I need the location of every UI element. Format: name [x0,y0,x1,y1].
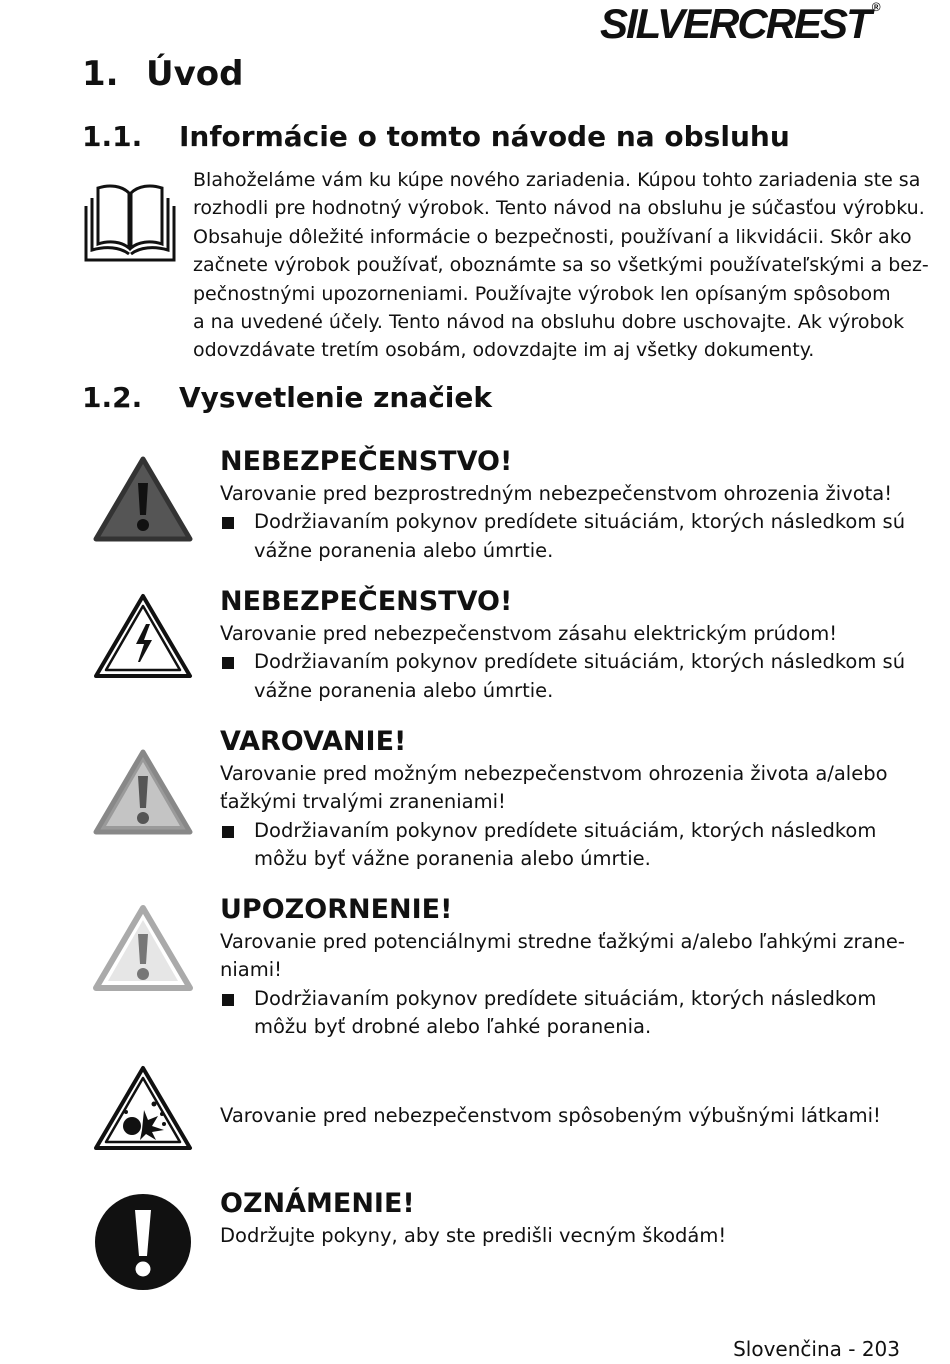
section-number: 1.1. [82,120,143,153]
sign-heading: UPOZORNENIE! [220,894,453,925]
text-line: a na uvedené účely. Tento návod na obsluhu dobre uschovajte. Ak výrobok [193,311,905,334]
intro-paragraph [193,166,929,365]
bullet-text: Dodržiavaním pokynov predídete situáciám, ktorých následkom [254,818,877,842]
bullet-text: Dodržiavaním pokynov predídete situáciám, ktorých následkom sú [254,650,906,674]
bullet-item [220,648,910,705]
text-line: odovzdávate tretím osobám, odovzdajte im aj všetky dokumenty. [193,339,815,362]
electric-shock-triangle-icon [92,592,194,680]
section-heading-1-2 [82,381,492,414]
section-number: 1.2. [82,381,143,414]
bullet-square-icon [222,826,234,838]
section-title: Informácie o tomto návode na obsluhu [179,120,790,153]
sign-description: Varovanie pred potenciálnymi stredne ťažkými a/alebo ľahkými zrane- [220,930,905,953]
sign-description: Varovanie pred možným nebezpečenstvom ohrozenia života a/alebo [220,762,888,785]
text-line: začnete výrobok používať, oboznámte sa so všetkými používateľskými a bez- [193,254,929,277]
text-line: Blahoželáme vám ku kúpe nového zariadenia. Kúpou tohto zariadenia ste sa [193,169,921,191]
manual-book-icon [84,184,176,264]
chapter-heading [82,54,243,94]
bullet-item [220,985,910,1042]
sign-description: niami! [220,958,282,982]
sign-heading: VAROVANIE! [220,726,407,757]
bullet-text: môžu byť vážne poranenia alebo úmrtie. [254,847,651,871]
caution-triangle-light-icon [92,904,194,992]
registered-mark: ® [871,0,881,14]
bullet-text: vážne poranenia alebo úmrtie. [254,538,554,562]
section-title: Vysvetlenie značiek [179,381,493,414]
chapter-title: Úvod [146,54,244,94]
section-heading-1-1 [82,120,790,153]
sign-description: ťažkými trvalými zraneniami! [220,790,506,814]
notice-circle-icon [93,1192,193,1292]
danger-triangle-dark-icon [92,455,194,543]
bullet-text: Dodržiavaním pokynov predídete situáciám, ktorých následkom sú [254,510,906,534]
sign-block-warning [220,724,910,874]
sign-block-danger [220,444,910,565]
bullet-text: Dodržiavaním pokynov predídete situáciám, ktorých následkom [254,986,877,1010]
sign-description: Dodržujte pokyny, aby ste predišli vecným škodám! [220,1224,727,1247]
page-footer: Slovenčina - 203 [733,1337,900,1361]
sign-block-electric [220,584,910,705]
text-line: Obsahuje dôležité informácie o bezpečnosti, používaní a likvidácii. Skôr ako [193,225,912,248]
sign-description: Varovanie pred nebezpečenstvom spôsobeným výbušnými látkami! [220,1104,881,1127]
logo-text: SILVERCREST [600,0,870,47]
bullet-item [220,508,910,565]
bullet-square-icon [222,994,234,1006]
sign-description: Varovanie pred nebezpečenstvom zásahu elektrickým prúdom! [220,622,838,645]
bullet-item [220,817,910,874]
bullet-text: vážne poranenia alebo úmrtie. [254,678,554,702]
bullet-square-icon [222,517,234,529]
bullet-text: môžu byť drobné alebo ľahké poranenia. [254,1015,652,1039]
bullet-square-icon [222,657,234,669]
sign-heading: OZNÁMENIE! [220,1188,415,1219]
sign-block-notice [220,1186,910,1250]
sign-heading: NEBEZPEČENSTVO! [220,446,513,477]
warning-triangle-grey-icon [92,748,194,836]
explosive-triangle-icon [92,1064,194,1152]
chapter-number: 1. [82,54,119,94]
sign-heading: NEBEZPEČENSTVO! [220,586,513,617]
sign-description: Varovanie pred bezprostredným nebezpečenstvom ohrozenia života! [220,482,893,505]
silvercrest-logo [600,0,910,46]
sign-block-explosive [220,1102,910,1130]
sign-block-caution [220,892,910,1042]
text-line: pečnostnými upozorneniami. Používajte výrobok len opísaným spôsobom [193,282,891,305]
text-line: rozhodli pre hodnotný výrobok. Tento návod na obsluhu je súčasťou výrobku. [193,197,925,220]
